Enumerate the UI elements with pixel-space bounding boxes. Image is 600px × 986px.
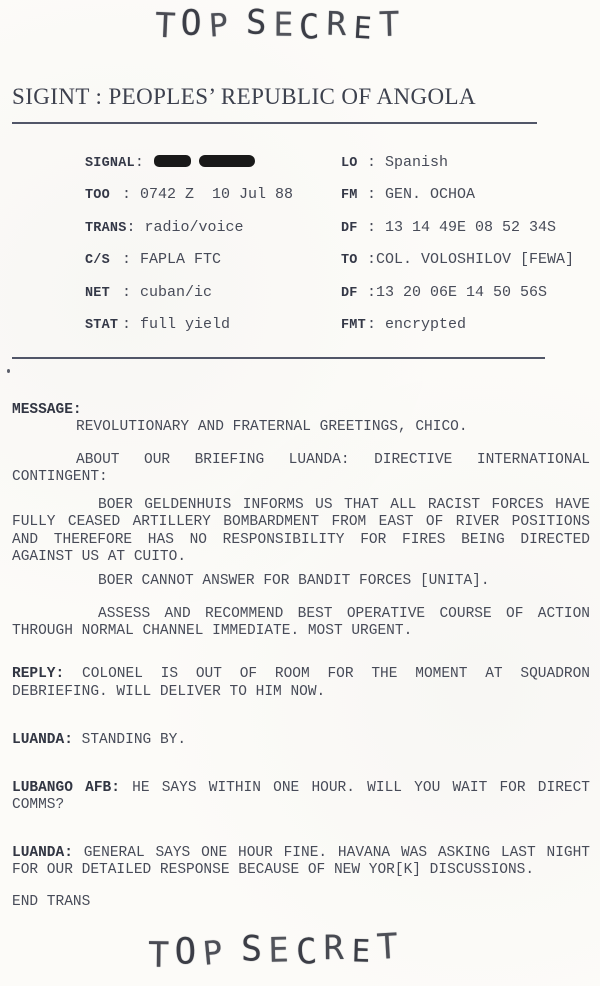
field-row-to: TO :COL. VOLOSHILOV [FEWA] bbox=[341, 243, 574, 275]
paragraph-line: ABOUT OUR BRIEFING LUANDA: DIRECTIVE INTERNATIONAL bbox=[76, 451, 590, 468]
field-value: 13 20 06E 14 50 56S bbox=[376, 283, 548, 301]
field-value: full yield bbox=[140, 315, 231, 333]
dialogue-entry-lubango-afb bbox=[12, 780, 590, 815]
signal-metadata-right-column bbox=[341, 146, 574, 340]
field-value: Spanish bbox=[385, 154, 449, 171]
paragraph-line: THROUGH NORMAL CHANNEL IMMEDIATE. MOST URGENT. bbox=[12, 622, 413, 639]
dialogue-label: LUANDA: bbox=[12, 731, 73, 748]
field-label: TOO bbox=[85, 188, 110, 204]
field-value: GEN. OCHOA bbox=[385, 186, 476, 204]
field-value: encrypted bbox=[385, 315, 467, 333]
paragraph-line: BOER CANNOT ANSWER FOR BANDIT FORCES [UNITA]. bbox=[98, 573, 490, 590]
message-paragraph bbox=[12, 419, 590, 436]
end-trans-marker: END TRANS bbox=[12, 894, 91, 911]
paragraph-line: CONTINGENT: bbox=[12, 468, 108, 485]
paragraph-line: BOER GELDENHUIS INFORMS US THAT ALL RACIST FORCES HAVE bbox=[98, 497, 590, 514]
message-paragraph bbox=[12, 573, 590, 590]
field-label: TRANS bbox=[85, 220, 127, 236]
field-row-callsign: C/S : FAPLA FTC bbox=[85, 243, 293, 275]
document-title: SIGINT : PEOPLES’ REPUBLIC OF ANGOLA bbox=[12, 84, 477, 109]
dialogue-label: LUANDA: bbox=[12, 844, 73, 861]
redaction-block bbox=[154, 155, 191, 167]
header-divider bbox=[12, 122, 537, 124]
field-row-trans: TRANS: radio/voice bbox=[85, 211, 293, 243]
dialogue-label: REPLY: bbox=[12, 666, 65, 683]
field-value: cuban/ic bbox=[140, 283, 213, 301]
field-value: 13 14 49E 08 52 34S bbox=[385, 218, 557, 236]
dialogue-entry-luanda-2 bbox=[12, 845, 590, 880]
signal-metadata-left-column bbox=[85, 146, 293, 340]
top-secret-stamp-top: TOP SECRET bbox=[153, 2, 406, 48]
paragraph-line: ASSESS AND RECOMMEND BEST OPERATIVE COURSE OF ACTION bbox=[98, 605, 590, 622]
paragraph-line: REVOLUTIONARY AND FRATERNAL GREETINGS, CHICO. bbox=[76, 419, 468, 436]
message-body bbox=[12, 402, 590, 912]
field-label: C/S bbox=[85, 253, 110, 269]
dialogue-line: COMMS? bbox=[12, 797, 65, 814]
field-label: DF bbox=[341, 220, 358, 236]
field-label: SIGNAL bbox=[85, 156, 135, 171]
paragraph-line: FULLY CEASED ARTILLERY BOMBARDMENT FROM EAST OF RIVER POSITIONS bbox=[12, 514, 590, 531]
top-secret-stamp-bottom: TOP SECRET bbox=[148, 926, 405, 976]
dialogue-entry-luanda-1 bbox=[12, 732, 590, 749]
field-label: NET bbox=[85, 285, 110, 301]
body-divider bbox=[12, 357, 545, 359]
dialogue-line: LUBANGO AFB: HE SAYS WITHIN ONE HOUR. WILL YOU WAIT FOR DIRECT bbox=[12, 780, 590, 797]
redaction-block bbox=[199, 155, 255, 167]
dialogue-line: LUANDA: STANDING BY. bbox=[12, 731, 187, 748]
message-paragraph bbox=[12, 606, 590, 641]
dialogue-entry-reply bbox=[12, 666, 590, 701]
field-label: FM bbox=[341, 188, 358, 204]
field-row-stat: STAT : full yield bbox=[85, 308, 293, 340]
field-row-net: NET : cuban/ic bbox=[85, 276, 293, 308]
field-label: LO bbox=[341, 156, 358, 171]
dialogue-label: LUBANGO AFB: bbox=[12, 780, 120, 797]
field-label: STAT bbox=[85, 317, 119, 333]
paragraph-line: AND THEREFORE HAS NO RESPONSIBILITY FOR FIRES BEING DIRECTED bbox=[12, 531, 590, 548]
paragraph-line: AGAINST US AT CUITO. bbox=[12, 549, 187, 566]
message-heading bbox=[12, 402, 590, 419]
dialogue-line: REPLY: COLONEL IS OUT OF ROOM FOR THE MOMENT AT SQUADRON bbox=[12, 666, 591, 683]
field-row-too: TOO : 0742 Z 10 Jul 88 bbox=[85, 178, 293, 210]
field-row-fm: FM : GEN. OCHOA bbox=[341, 178, 574, 210]
field-row-lo: LO : Spanish bbox=[341, 146, 574, 178]
field-value: COL. VOLOSHILOV [FEWA] bbox=[376, 251, 575, 269]
dialogue-line: FOR OUR DETAILED RESPONSE BECAUSE OF NEW YOR[K] DISCUSSIONS. bbox=[12, 862, 535, 879]
dialogue-line: LUANDA: GENERAL SAYS ONE HOUR FINE. HAVANA WAS ASKING LAST NIGHT bbox=[12, 844, 590, 861]
field-row-df-2: DF :13 20 06E 14 50 56S bbox=[341, 276, 574, 308]
field-row-fmt: FMT: encrypted bbox=[341, 308, 574, 340]
field-value: FAPLA FTC bbox=[140, 251, 222, 269]
field-label: DF bbox=[341, 285, 358, 301]
message-paragraph bbox=[12, 452, 590, 487]
dialogue-line: DEBRIEFING. WILL DELIVER TO HIM NOW. bbox=[12, 683, 326, 700]
field-value: 0742 Z 10 Jul 88 bbox=[140, 186, 294, 204]
stray-ink-mark bbox=[7, 369, 10, 373]
field-row-signal: SIGNAL: bbox=[85, 146, 293, 178]
field-label: FMT bbox=[341, 317, 366, 333]
field-value: radio/voice bbox=[144, 218, 244, 236]
field-row-df-1: DF : 13 14 49E 08 52 34S bbox=[341, 211, 574, 243]
message-label: MESSAGE: bbox=[12, 402, 82, 418]
field-label: TO bbox=[341, 253, 358, 269]
message-paragraph bbox=[12, 497, 590, 566]
